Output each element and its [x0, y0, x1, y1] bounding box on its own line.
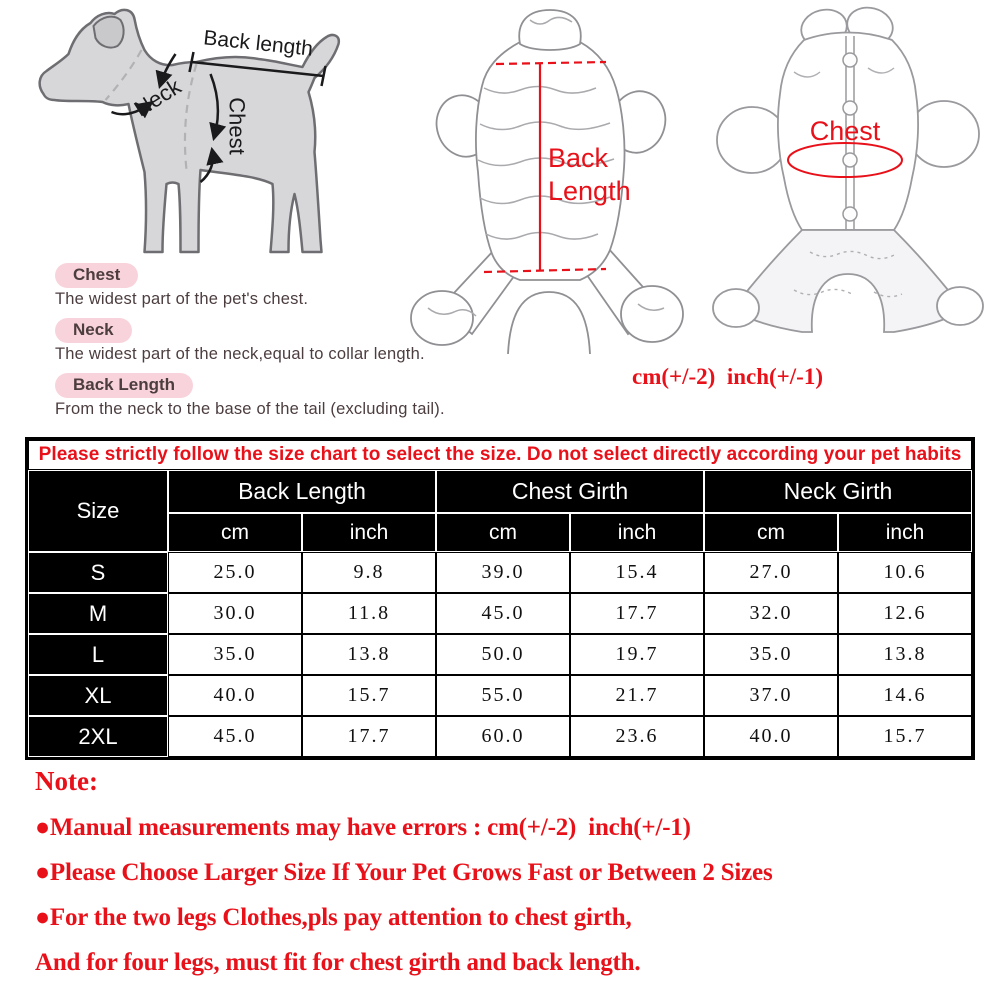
size-cell: L — [28, 634, 168, 675]
button — [843, 207, 857, 221]
tolerance-note: cm(+/-2) inch(+/-1) — [632, 364, 823, 389]
value-cell: 13.8 — [302, 634, 436, 675]
value-cell: 27.0 — [704, 552, 838, 593]
size-cell: S — [28, 552, 168, 593]
right-foot-puff — [621, 286, 683, 342]
note-line: ●For the two legs Clothes,pls pay attention to chest girth, — [35, 904, 632, 931]
back-length-term-pill: Back Length — [55, 373, 193, 398]
notes-section — [35, 766, 980, 977]
size-cell: XL — [28, 675, 168, 716]
unit-header: cm — [704, 513, 838, 552]
definition-chest — [55, 263, 485, 309]
value-cell: 37.0 — [704, 675, 838, 716]
value-cell: 25.0 — [168, 552, 302, 593]
right-sleeve-puff — [909, 101, 979, 167]
size-cell: M — [28, 593, 168, 634]
size-table — [25, 437, 975, 760]
hood — [519, 10, 581, 50]
back-length-definition-text: From the neck to the base of the tail (excluding tail). — [55, 400, 445, 418]
measurement-definitions — [55, 263, 485, 428]
neck-term-pill: Neck — [55, 318, 132, 343]
front-right-foot-puff — [937, 287, 983, 325]
chest-term-pill: Chest — [55, 263, 138, 288]
jumpsuit-front-view — [698, 2, 998, 337]
definition-neck — [55, 318, 485, 364]
value-cell: 40.0 — [704, 716, 838, 757]
size-column-header: Size — [28, 470, 168, 552]
unit-header: inch — [570, 513, 704, 552]
note-line: ●Manual measurements may have errors : cm(+/-2) inch(+/-1) — [35, 814, 691, 841]
front-left-foot-puff — [713, 289, 759, 327]
back-length-group-header: Back Length — [168, 470, 436, 513]
value-cell: 9.8 — [302, 552, 436, 593]
value-cell: 35.0 — [704, 634, 838, 675]
neck-label: Neck — [129, 73, 186, 122]
value-cell: 23.6 — [570, 716, 704, 757]
unit-header: cm — [436, 513, 570, 552]
value-cell: 19.7 — [570, 634, 704, 675]
value-cell: 32.0 — [704, 593, 838, 634]
neck-definition-text: The widest part of the neck,equal to collar length. — [55, 345, 425, 363]
value-cell: 39.0 — [436, 552, 570, 593]
value-cell: 17.7 — [570, 593, 704, 634]
neck-girth-group-header: Neck Girth — [704, 470, 972, 513]
note-line: ●Please Choose Larger Size If Your Pet Grows Fast or Between 2 Sizes — [35, 859, 773, 886]
value-cell: 13.8 — [838, 634, 972, 675]
value-cell: 21.7 — [570, 675, 704, 716]
dog-measurement-diagram — [12, 4, 350, 262]
button — [843, 101, 857, 115]
value-cell: 15.4 — [570, 552, 704, 593]
chest-girth-group-header: Chest Girth — [436, 470, 704, 513]
value-cell: 17.7 — [302, 716, 436, 757]
dog-ear — [94, 17, 124, 48]
value-cell: 14.6 — [838, 675, 972, 716]
value-cell: 15.7 — [302, 675, 436, 716]
left-sleeve-puff — [717, 107, 787, 173]
back-length-label: Back length — [202, 26, 314, 61]
value-cell: 60.0 — [436, 716, 570, 757]
button — [843, 53, 857, 67]
crotch-arch — [508, 292, 590, 354]
value-cell: 15.7 — [838, 716, 972, 757]
button — [843, 153, 857, 167]
value-cell: 30.0 — [168, 593, 302, 634]
unit-header: cm — [168, 513, 302, 552]
value-cell: 35.0 — [168, 634, 302, 675]
value-cell: 45.0 — [436, 593, 570, 634]
unit-header: inch — [838, 513, 972, 552]
value-cell: 55.0 — [436, 675, 570, 716]
note-line: And for four legs, must fit for chest girth and back length. — [35, 949, 641, 976]
unit-header: inch — [302, 513, 436, 552]
value-cell: 45.0 — [168, 716, 302, 757]
value-cell: 12.6 — [838, 593, 972, 634]
definition-back-length — [55, 373, 485, 419]
value-cell: 50.0 — [436, 634, 570, 675]
size-table-warning: Please strictly follow the size chart to select the size. Do not select directly according your pet habits — [28, 440, 972, 470]
notes-title: Note: — [35, 766, 98, 796]
furry-bottom — [742, 230, 955, 332]
value-cell: 40.0 — [168, 675, 302, 716]
garment-chest-label: Chest — [809, 116, 881, 146]
garment-back-length-label: Back Length — [548, 143, 631, 206]
chest-label: Chest — [224, 97, 250, 155]
value-cell: 11.8 — [302, 593, 436, 634]
chest-definition-text: The widest part of the pet's chest. — [55, 290, 309, 308]
value-cell: 10.6 — [838, 552, 972, 593]
size-cell: 2XL — [28, 716, 168, 757]
